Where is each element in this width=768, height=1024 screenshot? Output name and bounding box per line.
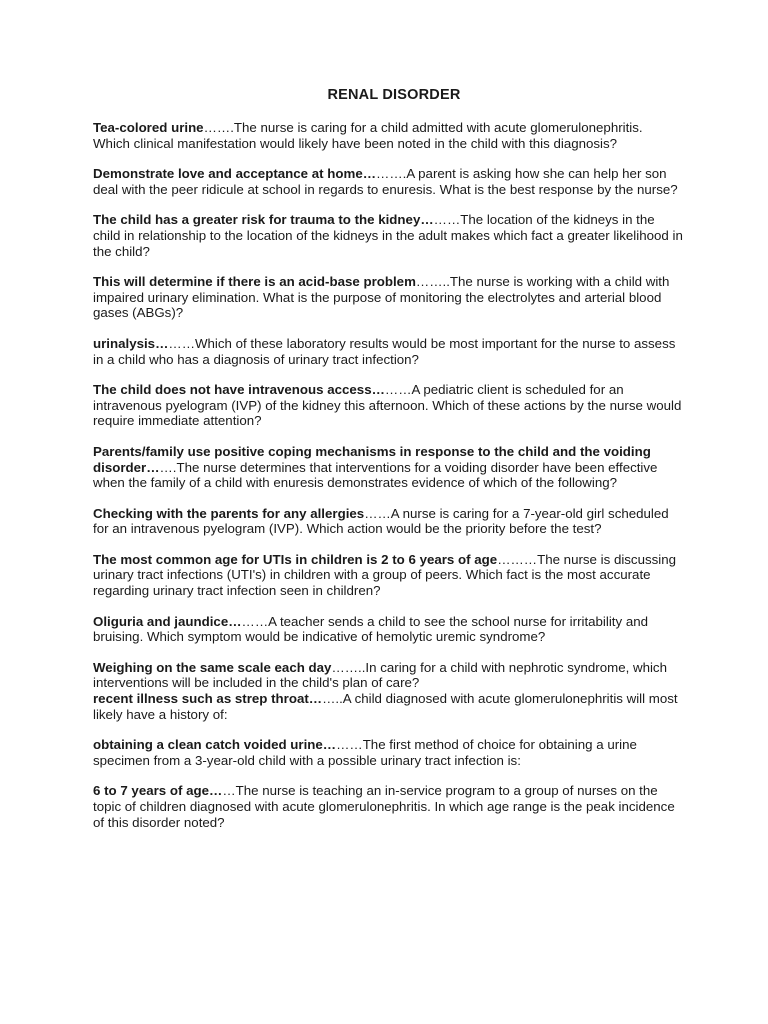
question-text: …….The nurse is caring for a child admitted with acute glomerulonephritis. Which clinical manifestation would likely have been noted in the child with this diagnosis? — [93, 120, 643, 151]
question-text: ……..In caring for a child with nephrotic syndrome, which interventions will be included in the child's plan of care? — [93, 659, 667, 691]
answer-text: Oliguria and jaundice… — [93, 613, 242, 629]
qa-item-10 — [93, 614, 683, 645]
qa-item-1 — [93, 120, 683, 151]
qa-item-7 — [93, 444, 683, 491]
qa-item-2 — [93, 166, 683, 197]
qa-item-14 — [93, 783, 683, 830]
answer-text: Checking with the parents for any allergies — [93, 505, 365, 521]
document-title: RENAL DISORDER — [327, 87, 461, 103]
question-text: ……The first method of choice for obtaining a urine specimen from a 3-year-old child with a possible urinary tract infection is: — [93, 737, 637, 768]
question-text: ……A pediatric client is scheduled for an intravenous pyelogram (IVP) of the kidney this afternoon. Which of these actions by the nurse would require immediate attention? — [93, 382, 682, 429]
answer-text: recent illness such as strep throat… — [93, 691, 323, 707]
question-text: ……The location of the kidneys in the child in relationship to the location of the kidneys in the adult makes which fact a greater likelihood in the child? — [93, 212, 683, 259]
qa-item-3 — [93, 212, 683, 259]
document-page — [93, 87, 683, 845]
qa-item-9 — [93, 552, 683, 599]
answer-text: The child has a greater risk for trauma to the kidney… — [93, 212, 434, 228]
answer-text: obtaining a clean catch voided urine… — [93, 737, 337, 753]
qa-item-13 — [93, 737, 683, 768]
question-text: …The nurse is teaching an in-service program to a group of nurses on the topic of children diagnosed with acute glomerulonephritis. In which age range is the peak incidence of this disorder noted? — [93, 783, 675, 830]
qa-item-11 — [93, 660, 683, 691]
question-text: ……..The nurse is working with a child with impaired urinary elimination. What is the purpose of monitoring the electrolytes and arterial blood gases (ABGs)? — [93, 274, 670, 321]
answer-text: The most common age for UTIs in children is 2 to 6 years of age — [93, 551, 498, 567]
qa-item-4 — [93, 274, 683, 321]
answer-text: Tea-colored urine — [93, 120, 204, 135]
answer-text: Weighing on the same scale each day — [93, 659, 332, 675]
answer-text: 6 to 7 years of age… — [93, 783, 223, 799]
qa-item-8 — [93, 506, 683, 537]
question-text: ………The nurse is discussing urinary tract infections (UTI's) in children with a group of peers. Which fact is the most accurate regarding urinary tract infection seen in children? — [93, 551, 677, 599]
qa-item-12 — [93, 691, 683, 722]
question-text: ……A teacher sends a child to see the school nurse for irritability and bruising. Which symptom would be indicative of hemolytic uremic syndrome? — [93, 613, 649, 645]
qa-item-5 — [93, 336, 683, 367]
answer-text: The child does not have intravenous access… — [93, 382, 385, 398]
question-text: ……Which of these laboratory results would be most important for the nurse to assess in a child who has a diagnosis of urinary tract infection? — [93, 335, 676, 367]
question-text: ……A nurse is caring for a 7-year-old girl scheduled for an intravenous pyelogram (IVP). Which action would be the priority before the test? — [93, 505, 669, 537]
question-text: ….The nurse determines that interventions for a voiding disorder have been effective when the family of a child with enuresis demonstrates evidence of which of the following? — [93, 459, 658, 491]
answer-text: This will determine if there is an acid-base problem — [93, 274, 416, 290]
answer-text: urinalysis… — [93, 335, 169, 351]
answer-text: Demonstrate love and acceptance at home… — [93, 166, 377, 182]
qa-item-6 — [93, 382, 683, 429]
question-text: …..A child diagnosed with acute glomerulonephritis will most likely have a history of: — [93, 691, 678, 722]
answer-text: Parents/family use positive coping mechanisms in response to the child and the voiding disorder… — [93, 443, 651, 475]
question-text: …….A parent is asking how she can help her son deal with the peer ridicule at school in regards to enuresis. What is the best response by the nurse? — [93, 166, 678, 197]
